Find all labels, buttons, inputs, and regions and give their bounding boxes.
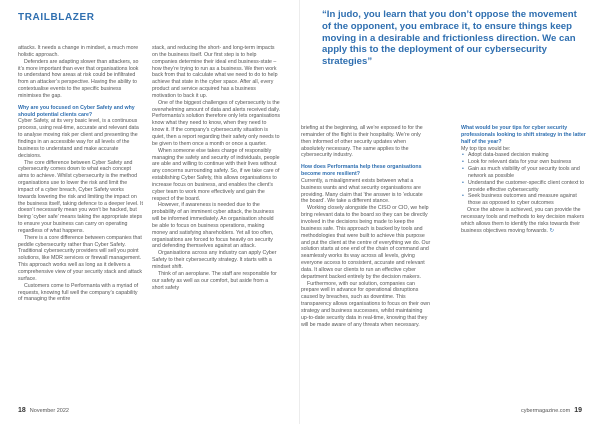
page-number: 19 xyxy=(574,407,582,414)
page-footer-left xyxy=(18,407,69,414)
column-2 xyxy=(152,45,280,291)
site-url: cybermagazine.com xyxy=(520,408,571,414)
question-heading: Why are you focused on Cyber Safety and why should potential clients care? xyxy=(18,104,135,118)
page-number: 18 xyxy=(18,407,26,414)
paragraph: stack, and reducing the short- and long-term impacts on the business itself. Our first step is to help companies determine their ideal end business-state – how they’re trying to run as a business. We then work back from that to calculate what we need to do to help achieve that state in the cyber space. After all, every product and service acquired has a business motivation to back it up. xyxy=(152,45,278,99)
paragraph xyxy=(461,207,591,234)
tips-list xyxy=(461,152,591,207)
page-footer-right xyxy=(320,407,582,414)
question-heading: What would be your tips for cyber security professionals looking to shift strategy in the latter half of the year? xyxy=(461,125,586,145)
list-item: • Adopt data-based decision making xyxy=(468,152,591,159)
paragraph: briefing at the beginning, all we’re exposed to for the remainder of the flight is their hospitality. We’re only then informed of other security updates when absolutely necessary. The same applies to the cybersecurity industry. xyxy=(301,125,423,159)
paragraph: There is a core difference between companies that peddle cybersecurity rather than Cyber Safety. Traditional cybersecurity providers will sell you point solutions, like MDR services or firewall management. This approach works well as long as it delivers a comprehensive view of your security stack and attack surface. xyxy=(18,234,143,282)
closing-text: Once the above is achieved, you can provide the necessary tools and methods to key decision makers which allows them to identify the risks towards their business objectives moving forwards. xyxy=(461,207,585,234)
paragraph: Furthermore, with our solution, companies can prepare well in advance for operational disruptions caused by breaches, such as downtime. This transparency allows organisations to focus on their own strategy and business successes, whilst maintaining up-to-date security data in real-time, knowing that they will be made aware of any threats when necessary. xyxy=(301,280,430,328)
column-4 xyxy=(461,125,591,235)
paragraph: Cyber Safety, at its very basic level, is a continuous process, using real-time, accurate and relevant data to analyse moving risk per client and presenting the findings in an accessible way for all levels of the business to understand and make accurate decisions. xyxy=(18,118,139,159)
paragraph: Customers come to Performanta with a myriad of requests, knowing full well the company’s capability of managing the entire xyxy=(18,282,139,303)
question-heading: How does Performanta help these organisations become more resilient? xyxy=(301,164,422,178)
paragraph: attacks. It needs a change in mindset, a much more holistic approach. xyxy=(18,45,139,58)
pull-quote: “In judo, you learn that you don’t oppose the movement of the opponent, you embrace it, to ensure things keep moving in a desirable and frictionless direction. We can apply this to the deployment of our cybersecurity strategies” xyxy=(322,9,577,68)
paragraph: One of the biggest challenges of cybersecurity is the overwhelming amount of data and alerts received daily. Performanta’s solution therefore only lets organisations know what they need to know, when they need to know it. If the company’s cybersecurity situation is quiet, then a report regarding their safety only needs to be given to them once a month or once a quarter. xyxy=(152,99,281,147)
paragraph: Think of an aeroplane. The staff are responsible for our safety as well as our comfort, but aside from a short safety xyxy=(152,270,277,291)
list-item: • Gain as much visibility of your security tools and network as possible xyxy=(468,166,591,180)
paragraph: The core difference between Cyber Safety and cybersecurity comes down to what each concept aims to achieve. Whilst cybersecurity is the method organisations use to lower the risk and limit the impact of a cyber breach, Cyber Safety works towards lowering the risk and limiting the impact on the business itself, taking defence to a deeper level. It doesn’t necessarily mean you won’t be hacked, but being ‘cyber safe’ means taking the appropriate steps to ensure your business can carry on operating regardless of what happens. xyxy=(18,159,143,234)
issue-date: November 2022 xyxy=(29,408,69,414)
paragraph: Defenders are adapting slower than attackers, so it’s more important than ever that organisations look to understand how areas at risk could be infiltrated from an attacker’s perspective. Having the ability to contextualise events to the specific business minimises the gap. xyxy=(18,58,139,99)
end-mark-icon: ↻ xyxy=(549,227,554,234)
paragraph: Organisations across any industry can apply Cyber Safety to their cybersecurity strategy. It starts with a mindset shift. xyxy=(152,250,277,270)
paragraph: Currently, a misalignment exists between what a business wants and what security organisations are providing. Many claim that ‘the answer is to ‘educate the board’. We take a different stance. xyxy=(301,177,423,205)
paragraph: However, if awareness is needed due to the probability of an imminent cyber attack, the business will be informed immediately. An organisation should be able to focus on business operations, making money and satisfying shareholders. Yet all too often, organisations are forced to focus heavily on security and defending themselves against an attack. xyxy=(152,202,274,250)
paragraph: Working closely alongside the CISO or CIO, we help bring relevant data to the board so they can be directly involved in the decisions being made to keep the business safe. This approach is backed by tools and methodologies that were built to achieve this purpose and put the client at the centre of everything we do. Our solution starts at one end of the chain of command and seamlessly works its way across all levels, giving everyone access to consistent, accurate and relevant data. It allows our clients to run an effective cyber department backed entirely by the decision makers. xyxy=(301,205,431,280)
column-1 xyxy=(18,45,143,303)
tips-intro: My top tips would be: xyxy=(461,145,511,152)
section-label: TRAILBLAZER xyxy=(18,12,95,23)
list-item: • Seek business outcomes and measure against those as opposed to cyber outcomes xyxy=(468,193,591,207)
column-3 xyxy=(301,125,431,328)
list-item: • Look for relevant data for your own business xyxy=(468,159,591,166)
list-item: • Understand the customer-specific client context to provide effective cybersecurity xyxy=(468,180,591,194)
paragraph: When someone else takes charge of responsibly managing the safety and security of individuals, people are able and willing to continue with their lives without any concerns surrounding safety. So, if we take care of establishing Cyber Safety, this allows organisations to increase focus on business, and enables the client’s cyber team to work more effectively and gain the respect of the board. xyxy=(152,147,280,202)
